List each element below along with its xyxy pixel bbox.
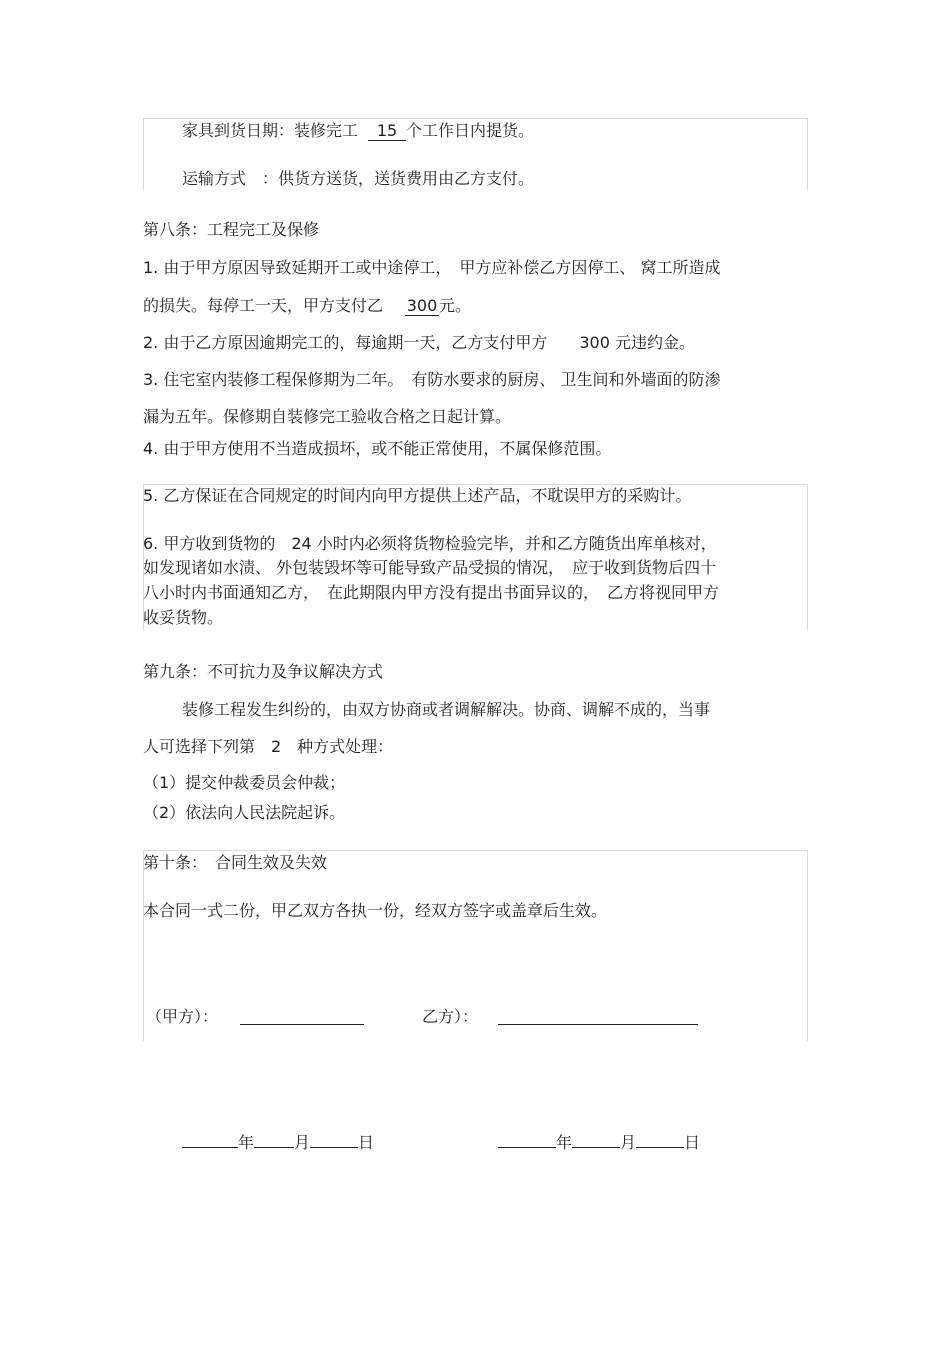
day-blank — [310, 1147, 358, 1148]
delivery-days-value: 15 — [368, 122, 406, 141]
party-a-signature-line — [240, 1024, 364, 1025]
date-line-party-b — [498, 1133, 700, 1153]
article9-p1-line2: 人可选择下列第 2 种方式处理： — [143, 737, 394, 756]
year-label: 年 — [556, 1133, 573, 1152]
article8-p6-line4: 收妥货物。 — [143, 608, 224, 627]
party-b-label: 乙方）： — [422, 1007, 479, 1026]
transport-line: 运输方式 ：供货方送货，送货费用由乙方支付。 — [182, 169, 535, 188]
article8-p1-line1: 1. 由于甲方原因导致延期开工或中途停工， 甲方应补偿乙方因停工、 窝工所造成 — [143, 258, 721, 277]
article9-option-1: （1）提交仲裁委员会仲裁； — [143, 773, 346, 792]
article8-p4: 4. 由于甲方使用不当造成损坏，或不能正常使用，不属保修范围。 — [143, 439, 612, 458]
day-label: 日 — [358, 1133, 375, 1152]
delivery-date-suffix: 个工作日内提货。 — [406, 121, 535, 140]
article8-p6-line2: 如发现诸如水渍、 外包装毁坏等可能导致产品受损的情况， 应于收到货物后四十 — [143, 558, 717, 577]
month-label: 月 — [294, 1133, 311, 1152]
year-blank — [182, 1147, 238, 1148]
month-blank — [254, 1147, 294, 1148]
article9-option-2: （2）依法向人民法院起诉。 — [143, 803, 346, 822]
article8-p1-line2-suffix: 元。 — [439, 296, 472, 315]
date-line-party-a — [182, 1133, 374, 1153]
article8-p5: 5. 乙方保证在合同规定的时间内向甲方提供上述产品，不耽误甲方的采购计。 — [143, 486, 692, 505]
party-a-label: （甲方）： — [146, 1007, 219, 1026]
article8-p3-line1: 3. 住宅室内装修工程保修期为二年。 有防水要求的厨房、 卫生间和外墙面的防渗 — [143, 370, 721, 389]
article8-p6-line1: 6. 甲方收到货物的 24 小时内必须将货物检验完毕，并和乙方随货出库单核对， — [143, 534, 717, 553]
day-blank — [636, 1147, 684, 1148]
month-blank — [572, 1147, 620, 1148]
article10-p1: 本合同一式二份，甲乙双方各执一份，经双方签字或盖章后生效。 — [143, 901, 608, 920]
delivery-date-line — [182, 121, 534, 141]
article8-p1-line2-prefix: 的损失。每停工一天，甲方支付乙 — [143, 296, 384, 315]
article8-title: 第八条：工程完工及保修 — [143, 220, 320, 239]
article8-penalty-amount: 300 — [406, 296, 438, 315]
delivery-date-prefix: 家具到货日期：装修完工 — [182, 121, 359, 140]
article8-p3-line2: 漏为五年。保修期自装修完工验收合格之日起计算。 — [143, 407, 512, 426]
article8-p6-line3: 八小时内书面通知乙方， 在此期限内甲方没有提出书面异议的， 乙方将视同甲方 — [143, 583, 720, 602]
article8-p2: 2. 由于乙方原因逾期完工的，每逾期一天，乙方支付甲方 300 元违约金。 — [143, 333, 695, 352]
year-label: 年 — [238, 1133, 255, 1152]
year-blank — [498, 1147, 556, 1148]
article9-p1-line1: 装修工程发生纠纷的，由双方协商或者调解解决。协商、调解不成的，当事 — [182, 700, 711, 719]
party-b-signature-line — [498, 1024, 698, 1025]
article10-title: 第十条： 合同生效及失效 — [143, 853, 328, 872]
article8-p1-line2 — [143, 296, 471, 316]
article9-title: 第九条：不可抗力及争议解决方式 — [143, 662, 384, 681]
day-label: 日 — [684, 1133, 701, 1152]
month-label: 月 — [620, 1133, 637, 1152]
